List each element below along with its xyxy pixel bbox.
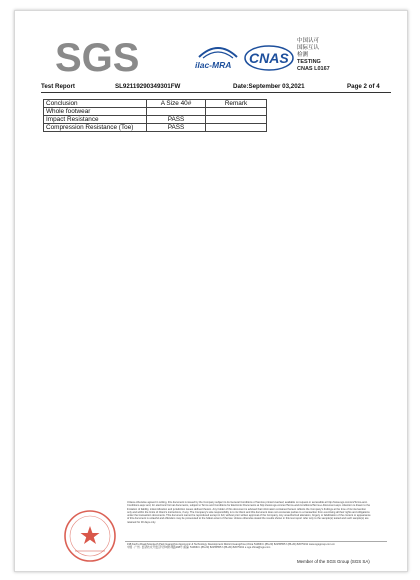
- header-divider: [41, 92, 391, 93]
- sgs-group-membership: Member of the SGS Group (SGS SA): [297, 559, 370, 564]
- table-header-row: [44, 100, 267, 108]
- sgs-logo: [55, 31, 145, 81]
- report-date: Date:September 03,2021: [233, 83, 305, 90]
- doc-type: Test Report: [41, 83, 75, 90]
- table-cell: [206, 124, 267, 132]
- page-number: Page 2 of 4: [347, 83, 380, 90]
- legal-disclaimer: Unless otherwise agreed in writing, this document is issued by the Company subject to its General Conditions of Service printed overleaf, available on request or accessible at http://www.sgs.com/en/Terms-and-Conditions.aspx and, for electronic format documents, subject to Terms and Conditions for Electronic Documents at http://www.sgs.com/en/Terms-and-Conditions/Terms-e-Document.aspx. Attention is drawn to the limitation of liability, indemnification and jurisdiction issues defined therein. Any holder of this document is advised that information contained hereon reflects the Company's findings at the time of its intervention only and within the limits of Client's instructions, if any. The Company's sole responsibility is to its Client and this document does not exonerate parties to a transaction from exercising all their rights and obligations under the transaction documents. This document cannot be reproduced except in full, without prior written approval of the Company. Any unauthorized alteration, forgery or falsification of the content or appearance of this document is unlawful and offenders may be prosecuted to the fullest extent of the law. Unless otherwise stated the results shown in this test report refer only to the sample(s) tested and such sample(s) are retained for 30 days only.: [127, 501, 371, 524]
- table-header-cell: Conclusion: [44, 100, 147, 108]
- footer-divider: [125, 541, 387, 542]
- svg-text:ilac-MRA: ilac-MRA: [195, 60, 232, 70]
- table-header-cell: Remark: [206, 100, 267, 108]
- table-cell: Impact Resistance: [44, 116, 147, 124]
- table-cell: PASS: [147, 124, 206, 132]
- table-cell: [206, 116, 267, 124]
- cnas-logo: [243, 43, 295, 73]
- table-row: [44, 116, 267, 124]
- report-number: SL92119290349301FW: [115, 83, 181, 90]
- table-header-cell: A Size 40#: [147, 100, 206, 108]
- conclusion-table: [43, 99, 267, 132]
- table-cell: [206, 108, 267, 116]
- table-cell: Compression Resistance (Toe): [44, 124, 147, 132]
- svg-text:CNAS: CNAS: [249, 50, 289, 66]
- table-row: [44, 124, 267, 132]
- table-cell: Whole footwear: [44, 108, 147, 116]
- table-cell: [147, 108, 206, 116]
- report-page: [14, 10, 408, 572]
- company-address: 198 Kezhu Road,Scientech Park Guangzhou Economic & Technology Development District,Guangzhou,China 510663 t (86-20) 82155555 f (86-20) 82075191 www.sgsgroup.com.cn 中国 · 广州 · 经济技术开发区科学城科珠路198号 邮编: 510663 t (86-20) 82155555 f (86-20) 82075191 e sgs.china@sgs.com: [127, 543, 335, 550]
- svg-text:SGS: SGS: [55, 36, 140, 80]
- company-seal-stamp: [63, 509, 117, 563]
- ilac-mra-logo: [193, 41, 243, 77]
- cnas-accreditation-text: 中国认可 国际互认 检测 TESTING CNAS L0167: [297, 38, 330, 72]
- table-cell: PASS: [147, 116, 206, 124]
- table-row: [44, 108, 267, 116]
